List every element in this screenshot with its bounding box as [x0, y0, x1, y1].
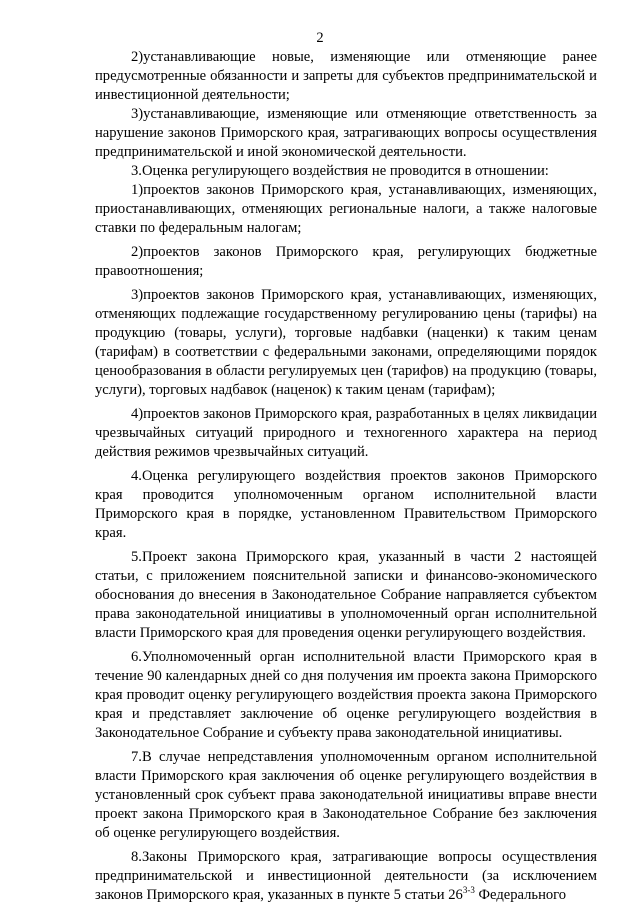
paragraph-3-item-3: 3)проектов законов Приморского края, устанавливающих, изменяющих, отменяющих подлежащие государственному регулированию цены (тарифы) на продукцию (товары, услуги), торговые надбавки (наценки) к таким ценам (тарифам) в соответствии с федеральными законами, определяющими порядок ценообразования в области регулируемых цен (тарифов) на продукцию (товары, услуги), торговых надбавок (наценок) к таким ценам (тарифам);: [95, 287, 597, 398]
paragraph-3-item-2: 2)проектов законов Приморского края, регулирующих бюджетные правоотношения;: [95, 244, 597, 279]
paragraph-8: [95, 848, 597, 905]
document-body: [95, 48, 597, 905]
paragraph-2-item-2: 2)устанавливающие новые, изменяющие или отменяющие ранее предусмотренные обязанности и запреты для субъектов предпринимательской и инвестиционной деятельности;: [95, 49, 597, 103]
article-superscript: 3-3: [462, 885, 475, 895]
paragraph-7: 7.В случае непредставления уполномоченным органом исполнительной власти Приморского края заключения об оценке регулирующего воздействия в установленный срок субъект права законодательной инициативы вправе внести проект закона Приморского края в Законодательное Собрание без заключения об оценке регулирующего воздействия.: [95, 749, 597, 841]
paragraph-8-text: 8.Законы Приморского края, затрагивающие вопросы осуществления предпринимательской и инвестиционной деятельности (за исключением законов Приморского края, указанных в пункте 5 статьи 26: [95, 849, 597, 903]
paragraph-5: 5.Проект закона Приморского края, указанный в части 2 настоящей статьи, с приложением пояснительной записки и финансово-экономического обоснования до внесения в Законодательное Собрание направляется субъектом права законодательной инициативы в уполномоченный орган исполнительной власти Приморского края для проведения оценки регулирующего воздействия.: [95, 549, 597, 641]
paragraph-6: 6.Уполномоченный орган исполнительной власти Приморского края в течение 90 календарных дней со дня получения им проекта закона Приморского края проводит оценку регулирующего воздействия проекта закона Приморского края и представляет заключение об оценке регулирующего воздействия в Законодательное Собрание и субъекту права законодательной инициативы.: [95, 649, 597, 741]
paragraph-2-item-3: 3)устанавливающие, изменяющие или отменяющие ответственность за нарушение законов Приморского края, затрагивающих вопросы осуществления предпринимательской и иной экономической деятельности.: [95, 106, 597, 160]
paragraph-8-tail: Федерального: [474, 887, 567, 903]
paragraph-3-item-1: 1)проектов законов Приморского края, устанавливающих, изменяющих, приостанавливающих, отменяющих региональные налоги, а также налоговые ставки по федеральным налогам;: [95, 182, 597, 236]
paragraph-3-intro: 3.Оценка регулирующего воздействия не проводится в отношении:: [131, 163, 549, 179]
paragraph-3-item-4: 4)проектов законов Приморского края, разработанных в целях ликвидации чрезвычайных ситуаций природного и техногенного характера на период действия режимов чрезвычайных ситуаций.: [95, 406, 597, 460]
paragraph-4: 4.Оценка регулирующего воздействия проектов законов Приморского края проводится уполномоченным органом исполнительной власти Приморского края в порядке, установленном Правительством Приморского края.: [95, 468, 597, 541]
page-number: 2: [316, 30, 324, 46]
